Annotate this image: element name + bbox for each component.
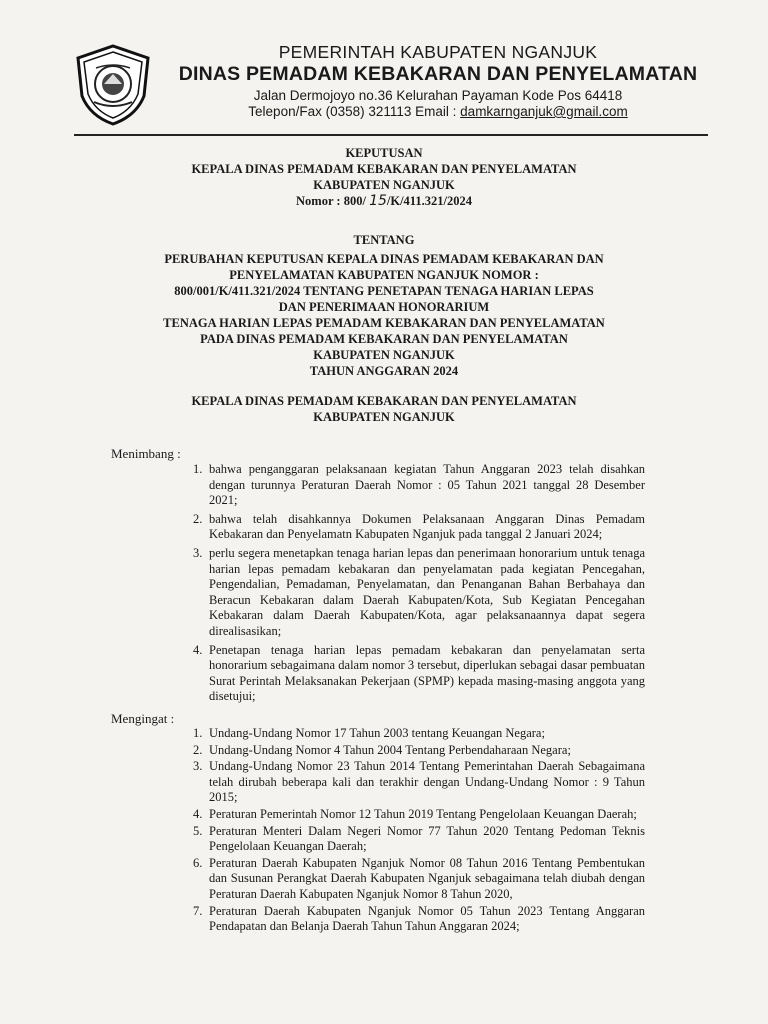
list-item <box>193 546 645 640</box>
item-text: Undang-Undang Nomor 23 Tahun 2014 Tentang Pemerintahan Daerah Sebagaimana telah dirubah beberapa kali dan terakhir dengan Undang-Undang Nomor : 9 Tahun 2015; <box>209 759 645 805</box>
item-number: 4. <box>193 806 203 821</box>
subject-line: DAN PENERIMAAN HONORARIUM <box>278 300 490 314</box>
item-number: 3. <box>193 545 203 560</box>
authority-line-2: KABUPATEN NGANJUK <box>313 410 455 424</box>
decree-header <box>0 145 768 209</box>
subject-line: PADA DINAS PEMADAM KEBAKARAN DAN PENYELAMATAN <box>200 332 568 346</box>
regency-emblem-icon <box>74 44 152 126</box>
item-number: 2. <box>193 511 203 526</box>
item-text: Undang-Undang Nomor 4 Tahun 2004 Tentang Perbendaharaan Negara; <box>209 742 571 757</box>
item-number: 6. <box>193 855 203 870</box>
item-text: perlu segera menetapkan tenaga harian lepas dan penerimaan honorarium untuk tenaga harian lepas pemadam kebakaran dan penyelamatan pada kegiatan Pencegahan, Pengendalian, Pemadaman, Penyelamatan, dan Penanganan Bahan Berbahaya dan Beracun Kebakaran dalam Daerah Kabupaten/Kota, Sub Kegiatan Pencegahan Kebakaran dalam Daerah Kabupaten/Kota, agar pelaksanaannya dapat segera direalisasikan; <box>209 545 645 638</box>
item-number: 5. <box>193 823 203 838</box>
list-item <box>193 824 645 855</box>
doc-type: KEPUTUSAN <box>345 146 423 160</box>
list-item <box>193 743 645 759</box>
item-number: 3. <box>193 759 203 774</box>
mengingat-list <box>193 726 645 936</box>
letterhead <box>74 40 714 130</box>
subject-line: 800/001/K/411.321/2024 TENTANG PENETAPAN TENAGA HARIAN LEPAS <box>174 284 594 298</box>
item-number: 1. <box>193 462 203 476</box>
subject-line: PENYELAMATAN KABUPATEN NGANJUK NOMOR : <box>229 268 539 282</box>
contact-line <box>158 104 718 119</box>
decree-number <box>0 193 768 209</box>
item-number: 2. <box>193 742 203 757</box>
item-text: Penetapan tenaga harian lepas pemadam kebakaran dan penyelamatan serta honorarium sebagaimana dalam nomor 3 tersebut, diperlukan sebagai dasar pembuatan Surat Perintah Melaksanakan Pekerjaan (SPMP) kepada masing-masing anggota yang disetujui; <box>209 642 645 704</box>
authority-line-1: KEPALA DINAS PEMADAM KEBAKARAN DAN PENYELAMATAN <box>191 394 577 408</box>
item-text: Undang-Undang Nomor 17 Tahun 2003 tentang Keuangan Negara; <box>209 726 545 740</box>
list-item <box>193 807 645 823</box>
list-item <box>193 462 645 509</box>
list-item <box>193 512 645 543</box>
number-prefix: Nomor : 800/ <box>296 194 370 208</box>
subject-line: TENAGA HARIAN LEPAS PEMADAM KEBAKARAN DAN PENYELAMATAN <box>163 316 605 330</box>
number-suffix: /K/411.321/2024 <box>386 194 472 208</box>
office-address: Jalan Dermojoyo no.36 Kelurahan Payaman Kode Pos 64418 <box>253 88 623 103</box>
government-name: PEMERINTAH KABUPATEN NGANJUK <box>278 42 598 62</box>
handwritten-number: 15 <box>369 193 387 209</box>
item-number: 1. <box>193 726 203 740</box>
subject-label: TENTANG <box>353 233 415 247</box>
email-link[interactable]: damkarnganjuk@gmail.com <box>460 104 628 119</box>
list-item <box>193 726 645 742</box>
authority-block <box>0 393 768 425</box>
item-number: 4. <box>193 642 203 657</box>
item-number: 7. <box>193 903 203 918</box>
menimbang-list <box>193 462 645 708</box>
phone-fax: Telepon/Fax (0358) 321113 Email : <box>248 104 461 119</box>
item-text: Peraturan Pemerintah Nomor 12 Tahun 2019 Tentang Pengelolaan Keuangan Daerah; <box>209 806 637 821</box>
list-item <box>193 759 645 806</box>
menimbang-label: Menimbang : <box>111 446 181 461</box>
item-text: Peraturan Menteri Dalam Negeri Nomor 77 Tahun 2020 Tentang Pedoman Teknis Pengelolaan Keuangan Daerah; <box>209 823 645 854</box>
subject-line: PERUBAHAN KEPUTUSAN KEPALA DINAS PEMADAM KEBAKARAN DAN <box>164 252 604 266</box>
department-name: DINAS PEMADAM KEBAKARAN DAN PENYELAMATAN <box>178 63 698 85</box>
subject-line: TAHUN ANGGARAN 2024 <box>309 364 459 378</box>
item-text: Peraturan Daerah Kabupaten Nganjuk Nomor 08 Tahun 2016 Tentang Pembentukan dan Susunan Perangkat Daerah Kabupaten Nganjuk sebagaimana telah diubah dengan Peraturan Daerah Kabupaten Nganjuk Nomor 8 Tahun 2020, <box>209 855 645 901</box>
letterhead-divider <box>74 134 708 136</box>
item-text: bahwa penganggaran pelaksanaan kegiatan Tahun Anggaran 2023 telah disahkan dengan turunnya Peraturan Daerah Nomor : 05 Tahun 2021 tanggal 28 Desember 2021; <box>209 462 645 508</box>
list-item <box>193 643 645 705</box>
list-item <box>193 856 645 903</box>
subject-block <box>0 232 768 379</box>
mengingat-label: Mengingat : <box>111 711 175 726</box>
item-text: Peraturan Daerah Kabupaten Nganjuk Nomor 05 Tahun 2023 Tentang Anggaran Pendapatan dan Belanja Daerah Tahun Tahun Anggaran 2024; <box>209 903 645 934</box>
item-text: bahwa telah disahkannya Dokumen Pelaksanaan Anggaran Dinas Pemadam Kebakaran dan Penyelamatn Kabupaten Nganjuk pada tanggal 2 Januari 2024; <box>209 511 645 542</box>
issuer-line-1: KEPALA DINAS PEMADAM KEBAKARAN DAN PENYELAMATAN <box>191 162 577 176</box>
list-item <box>193 904 645 935</box>
issuer-line-2: KABUPATEN NGANJUK <box>313 178 455 192</box>
subject-line: KABUPATEN NGANJUK <box>313 348 455 362</box>
letterhead-text <box>158 40 718 119</box>
